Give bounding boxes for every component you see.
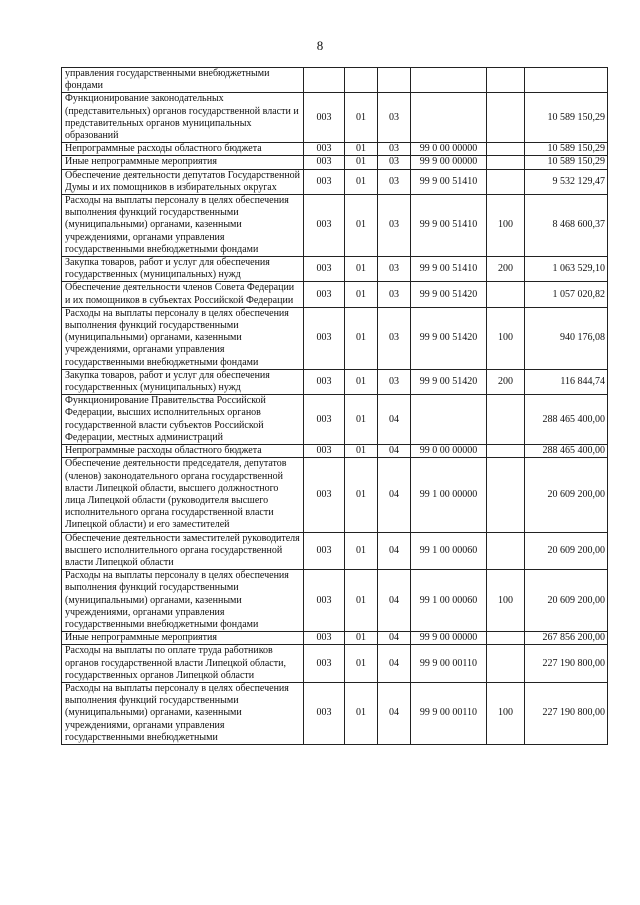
budget-table (61, 67, 608, 745)
amount-cell: 116 844,74 (525, 369, 608, 394)
expense-type-cell: 100 (487, 195, 525, 257)
section-code-cell: 01 (345, 458, 378, 532)
admin-code-cell: 003 (304, 93, 345, 143)
subsection-code-cell: 03 (378, 143, 411, 156)
table-row (62, 282, 608, 307)
subsection-code-cell: 03 (378, 195, 411, 257)
subsection-code-cell: 03 (378, 282, 411, 307)
table-row (62, 570, 608, 632)
expense-name-cell: управления государственными внебюджетными фондами (62, 68, 304, 93)
subsection-code-cell: 04 (378, 395, 411, 445)
target-article-cell: 99 0 00 00000 (411, 445, 487, 458)
amount-cell: 227 190 800,00 (525, 682, 608, 744)
expense-type-cell: 200 (487, 369, 525, 394)
admin-code-cell: 003 (304, 156, 345, 169)
section-code-cell: 01 (345, 445, 378, 458)
table-row (62, 143, 608, 156)
subsection-code-cell: 04 (378, 445, 411, 458)
target-article-cell: 99 9 00 51410 (411, 195, 487, 257)
amount-cell: 10 589 150,29 (525, 143, 608, 156)
amount-cell: 940 176,08 (525, 307, 608, 369)
admin-code-cell: 003 (304, 195, 345, 257)
expense-type-cell (487, 68, 525, 93)
section-code-cell: 01 (345, 645, 378, 683)
admin-code-cell: 003 (304, 458, 345, 532)
target-article-cell: 99 9 00 51420 (411, 369, 487, 394)
amount-cell: 10 589 150,29 (525, 93, 608, 143)
budget-table-body (62, 68, 608, 745)
subsection-code-cell (378, 68, 411, 93)
amount-cell (525, 68, 608, 93)
expense-name-cell: Обеспечение деятельности председателя, депутатов (членов) законодательного органа государственной власти Липецкой области, высшего должностного лица Липецкой области (руководителя высшего исполнительного органа государственной власти Липецкой области) и его заместителей (62, 458, 304, 532)
section-code-cell: 01 (345, 682, 378, 744)
section-code-cell: 01 (345, 632, 378, 645)
expense-name-cell: Обеспечение деятельности членов Совета Федерации и их помощников в субъектах Российской Федерации (62, 282, 304, 307)
expense-name-cell: Непрограммные расходы областного бюджета (62, 445, 304, 458)
section-code-cell: 01 (345, 156, 378, 169)
subsection-code-cell: 04 (378, 682, 411, 744)
admin-code-cell: 003 (304, 257, 345, 282)
section-code-cell: 01 (345, 369, 378, 394)
expense-type-cell: 200 (487, 257, 525, 282)
expense-type-cell (487, 445, 525, 458)
subsection-code-cell: 03 (378, 169, 411, 194)
subsection-code-cell: 04 (378, 458, 411, 532)
admin-code-cell: 003 (304, 445, 345, 458)
expense-type-cell (487, 93, 525, 143)
amount-cell: 20 609 200,00 (525, 458, 608, 532)
admin-code-cell: 003 (304, 282, 345, 307)
target-article-cell: 99 9 00 00000 (411, 156, 487, 169)
table-row (62, 445, 608, 458)
page-number: 8 (316, 38, 324, 53)
expense-type-cell (487, 532, 525, 570)
section-code-cell: 01 (345, 282, 378, 307)
admin-code-cell: 003 (304, 532, 345, 570)
section-code-cell: 01 (345, 143, 378, 156)
section-code-cell: 01 (345, 570, 378, 632)
target-article-cell: 99 1 00 00000 (411, 458, 487, 532)
subsection-code-cell: 03 (378, 156, 411, 169)
amount-cell: 288 465 400,00 (525, 395, 608, 445)
expense-name-cell: Обеспечение деятельности депутатов Государственной Думы и их помощников в избирательных округах (62, 169, 304, 194)
table-row (62, 632, 608, 645)
admin-code-cell (304, 68, 345, 93)
table-row (62, 458, 608, 532)
subsection-code-cell: 04 (378, 632, 411, 645)
table-row (62, 532, 608, 570)
table-row (62, 195, 608, 257)
admin-code-cell: 003 (304, 682, 345, 744)
subsection-code-cell: 04 (378, 532, 411, 570)
table-row (62, 68, 608, 93)
expense-name-cell: Расходы на выплаты по оплате труда работников органов государственной власти Липецкой области, государственных органов Липецкой области (62, 645, 304, 683)
target-article-cell (411, 93, 487, 143)
amount-cell: 20 609 200,00 (525, 532, 608, 570)
amount-cell: 267 856 200,00 (525, 632, 608, 645)
section-code-cell: 01 (345, 93, 378, 143)
section-code-cell: 01 (345, 395, 378, 445)
target-article-cell: 99 0 00 00000 (411, 143, 487, 156)
expense-name-cell: Расходы на выплаты персоналу в целях обеспечения выполнения функций государственными (муниципальными) органами, казенными учреждениями, органами управления государственными внебюджетными (62, 682, 304, 744)
table-row (62, 169, 608, 194)
subsection-code-cell: 03 (378, 257, 411, 282)
admin-code-cell: 003 (304, 570, 345, 632)
expense-name-cell: Иные непрограммные мероприятия (62, 156, 304, 169)
amount-cell: 9 532 129,47 (525, 169, 608, 194)
amount-cell: 8 468 600,37 (525, 195, 608, 257)
table-row (62, 156, 608, 169)
amount-cell: 288 465 400,00 (525, 445, 608, 458)
target-article-cell: 99 9 00 51420 (411, 307, 487, 369)
table-row (62, 93, 608, 143)
expense-name-cell: Расходы на выплаты персоналу в целях обеспечения выполнения функций государственными (муниципальными) органами, казенными учреждениями, органами управления государственными внебюджетными фондами (62, 570, 304, 632)
expense-name-cell: Расходы на выплаты персоналу в целях обеспечения выполнения функций государственными (муниципальными) органами, казенными учреждениями, органами управления государственными внебюджетными фондами (62, 307, 304, 369)
table-row (62, 645, 608, 683)
expense-type-cell (487, 645, 525, 683)
expense-type-cell (487, 632, 525, 645)
section-code-cell: 01 (345, 257, 378, 282)
section-code-cell: 01 (345, 195, 378, 257)
target-article-cell: 99 9 00 00000 (411, 632, 487, 645)
target-article-cell: 99 1 00 00060 (411, 532, 487, 570)
admin-code-cell: 003 (304, 307, 345, 369)
table-row (62, 395, 608, 445)
expense-name-cell: Непрограммные расходы областного бюджета (62, 143, 304, 156)
amount-cell: 10 589 150,29 (525, 156, 608, 169)
expense-name-cell: Функционирование законодательных (представительных) органов государственной власти и представительных органов муниципальных образований (62, 93, 304, 143)
admin-code-cell: 003 (304, 395, 345, 445)
section-code-cell: 01 (345, 169, 378, 194)
target-article-cell: 99 9 00 00110 (411, 645, 487, 683)
admin-code-cell: 003 (304, 369, 345, 394)
target-article-cell: 99 9 00 51410 (411, 169, 487, 194)
subsection-code-cell: 03 (378, 307, 411, 369)
expense-name-cell: Функционирование Правительства Российской Федерации, высших исполнительных органов государственной власти субъектов Российской Федерации, местных администраций (62, 395, 304, 445)
subsection-code-cell: 04 (378, 570, 411, 632)
subsection-code-cell: 03 (378, 369, 411, 394)
amount-cell: 227 190 800,00 (525, 645, 608, 683)
expense-type-cell: 100 (487, 682, 525, 744)
admin-code-cell: 003 (304, 645, 345, 683)
table-row (62, 369, 608, 394)
expense-type-cell (487, 395, 525, 445)
expense-type-cell (487, 169, 525, 194)
section-code-cell: 01 (345, 307, 378, 369)
section-code-cell (345, 68, 378, 93)
admin-code-cell: 003 (304, 169, 345, 194)
table-row (62, 682, 608, 744)
table-row (62, 307, 608, 369)
admin-code-cell: 003 (304, 632, 345, 645)
expense-name-cell: Иные непрограммные мероприятия (62, 632, 304, 645)
section-code-cell: 01 (345, 532, 378, 570)
target-article-cell: 99 9 00 51420 (411, 282, 487, 307)
expense-name-cell: Обеспечение деятельности заместителей руководителя высшего исполнительного органа государственной власти Липецкой области (62, 532, 304, 570)
amount-cell: 1 063 529,10 (525, 257, 608, 282)
expense-type-cell (487, 143, 525, 156)
amount-cell: 20 609 200,00 (525, 570, 608, 632)
expense-type-cell (487, 458, 525, 532)
target-article-cell: 99 9 00 51410 (411, 257, 487, 282)
admin-code-cell: 003 (304, 143, 345, 156)
amount-cell: 1 057 020,82 (525, 282, 608, 307)
subsection-code-cell: 03 (378, 93, 411, 143)
expense-type-cell (487, 282, 525, 307)
target-article-cell (411, 395, 487, 445)
target-article-cell: 99 1 00 00060 (411, 570, 487, 632)
expense-type-cell: 100 (487, 307, 525, 369)
expense-type-cell (487, 156, 525, 169)
expense-type-cell: 100 (487, 570, 525, 632)
table-row (62, 257, 608, 282)
expense-name-cell: Расходы на выплаты персоналу в целях обеспечения выполнения функций государственными (муниципальными) органами, казенными учреждениями, органами управления государственными внебюджетными фондами (62, 195, 304, 257)
expense-name-cell: Закупка товаров, работ и услуг для обеспечения государственных (муниципальных) нужд (62, 257, 304, 282)
target-article-cell (411, 68, 487, 93)
subsection-code-cell: 04 (378, 645, 411, 683)
expense-name-cell: Закупка товаров, работ и услуг для обеспечения государственных (муниципальных) нужд (62, 369, 304, 394)
target-article-cell: 99 9 00 00110 (411, 682, 487, 744)
